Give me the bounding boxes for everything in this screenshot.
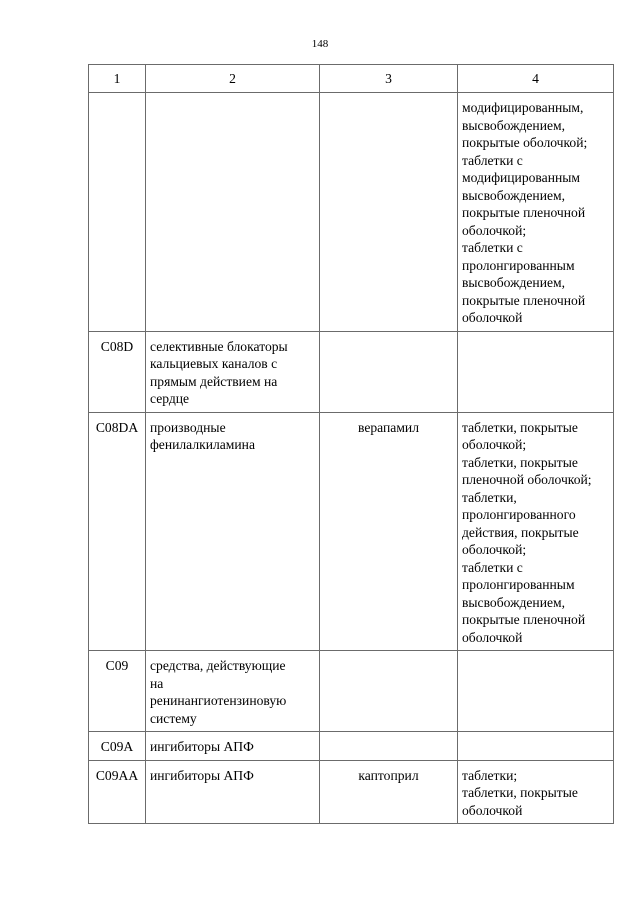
table-row: [89, 732, 614, 761]
dosage-form-line: таблетки;: [462, 767, 518, 783]
header-row: [89, 65, 614, 93]
dosage-form-line: пролонгированного: [462, 507, 576, 522]
dosage-form-line: высвобождением,: [462, 594, 566, 610]
atc-code-cell: [89, 331, 146, 412]
medicinal-substance: каптоприл: [358, 767, 419, 783]
dosage-form-line: оболочкой;: [462, 437, 527, 452]
atc-code: C09AA: [95, 767, 139, 783]
dosage-form-line: таблетки с: [462, 240, 523, 255]
group-name-line: прямым действием на: [150, 373, 278, 389]
table-row: [89, 331, 614, 412]
dosage-form-cell: [458, 331, 614, 412]
dosage-form-line: таблетки, покрытые: [462, 785, 578, 800]
dosage-form-line: модифицированным: [462, 170, 580, 185]
dosage-form-line: таблетки с: [462, 152, 523, 168]
dosage-form-cell: [458, 93, 614, 332]
dosage-form-line: пленочной оболочкой;: [462, 472, 592, 487]
atc-code: C09: [105, 658, 129, 673]
group-name-line: средства, действующие: [150, 658, 286, 673]
medicinal-substance-cell: [320, 412, 458, 651]
dosage-form-line: таблетки, покрытые: [462, 419, 578, 435]
group-name-line: сердце: [150, 391, 190, 406]
dosage-form-line: оболочкой: [462, 629, 523, 645]
dosage-form-line: покрытые оболочкой;: [462, 135, 588, 150]
dosage-form-line: пролонгированным: [462, 577, 575, 592]
dosage-form-line: покрытые пленочной: [462, 292, 586, 308]
group-name-line: селективные блокаторы: [150, 338, 288, 354]
dosage-form-line: действия, покрытые: [462, 524, 579, 540]
dosage-form-line: высвобождением,: [462, 187, 566, 203]
medicinal-substance-cell: [320, 651, 458, 732]
medicinal-substance: верапамил: [358, 419, 419, 435]
table-body: [89, 93, 614, 824]
drug-table: [88, 64, 614, 824]
column-header-1: 1: [89, 65, 146, 93]
anatomical-therapeutic-group-cell: [146, 93, 320, 332]
column-header-3: 3: [320, 65, 458, 93]
dosage-form-line: покрытые пленочной: [462, 612, 586, 627]
medicinal-substance-cell: [320, 732, 458, 761]
table-row: [89, 760, 614, 824]
dosage-form-cell: [458, 760, 614, 824]
group-name-line: производные: [150, 419, 226, 435]
anatomical-therapeutic-group-cell: [146, 760, 320, 824]
dosage-form-line: высвобождением,: [462, 275, 566, 290]
anatomical-therapeutic-group-cell: [146, 651, 320, 732]
dosage-form-line: оболочкой;: [462, 222, 527, 238]
dosage-form-line: таблетки, покрытые: [462, 454, 578, 470]
anatomical-therapeutic-group-cell: [146, 412, 320, 651]
atc-code-cell: [89, 732, 146, 761]
dosage-form-line: модифицированным,: [462, 100, 584, 115]
group-name-line: фенилалкиламина: [150, 437, 255, 452]
dosage-form-cell: [458, 651, 614, 732]
atc-code-cell: [89, 93, 146, 332]
dosage-form-line: высвобождением,: [462, 117, 566, 133]
dosage-form-cell: [458, 412, 614, 651]
anatomical-therapeutic-group-cell: [146, 732, 320, 761]
dosage-form-line: пролонгированным: [462, 257, 575, 273]
dosage-form-cell: [458, 732, 614, 761]
atc-code-cell: [89, 760, 146, 824]
column-header-2: 2: [146, 65, 320, 93]
group-name-line: ингибиторы АПФ: [150, 767, 254, 783]
anatomical-therapeutic-group-cell: [146, 331, 320, 412]
medicinal-substance-cell: [320, 331, 458, 412]
dosage-form-line: покрытые пленочной: [462, 205, 586, 220]
atc-code: C09A: [100, 739, 134, 754]
dosage-form-line: таблетки,: [462, 489, 517, 505]
page-number: 148: [311, 38, 329, 50]
medicinal-substance-cell: [320, 760, 458, 824]
dosage-form-line: таблетки с: [462, 559, 523, 575]
column-header-4: 4: [458, 65, 614, 93]
atc-code: C08DA: [95, 419, 139, 435]
table-row: [89, 412, 614, 651]
group-name-line: на: [150, 675, 164, 691]
group-name-line: ренинангиотензиновую: [150, 693, 287, 708]
table-row: [89, 93, 614, 332]
atc-code: C08D: [100, 338, 134, 354]
table-row: [89, 651, 614, 732]
medicinal-substance-cell: [320, 93, 458, 332]
atc-code-cell: [89, 651, 146, 732]
group-name-line: кальциевых каналов с: [150, 356, 278, 371]
dosage-form-line: оболочкой: [462, 802, 523, 818]
group-name-line: ингибиторы АПФ: [150, 739, 254, 754]
atc-code-cell: [89, 412, 146, 651]
dosage-form-line: оболочкой: [462, 310, 523, 325]
group-name-line: систему: [150, 710, 197, 726]
dosage-form-line: оболочкой;: [462, 542, 527, 557]
